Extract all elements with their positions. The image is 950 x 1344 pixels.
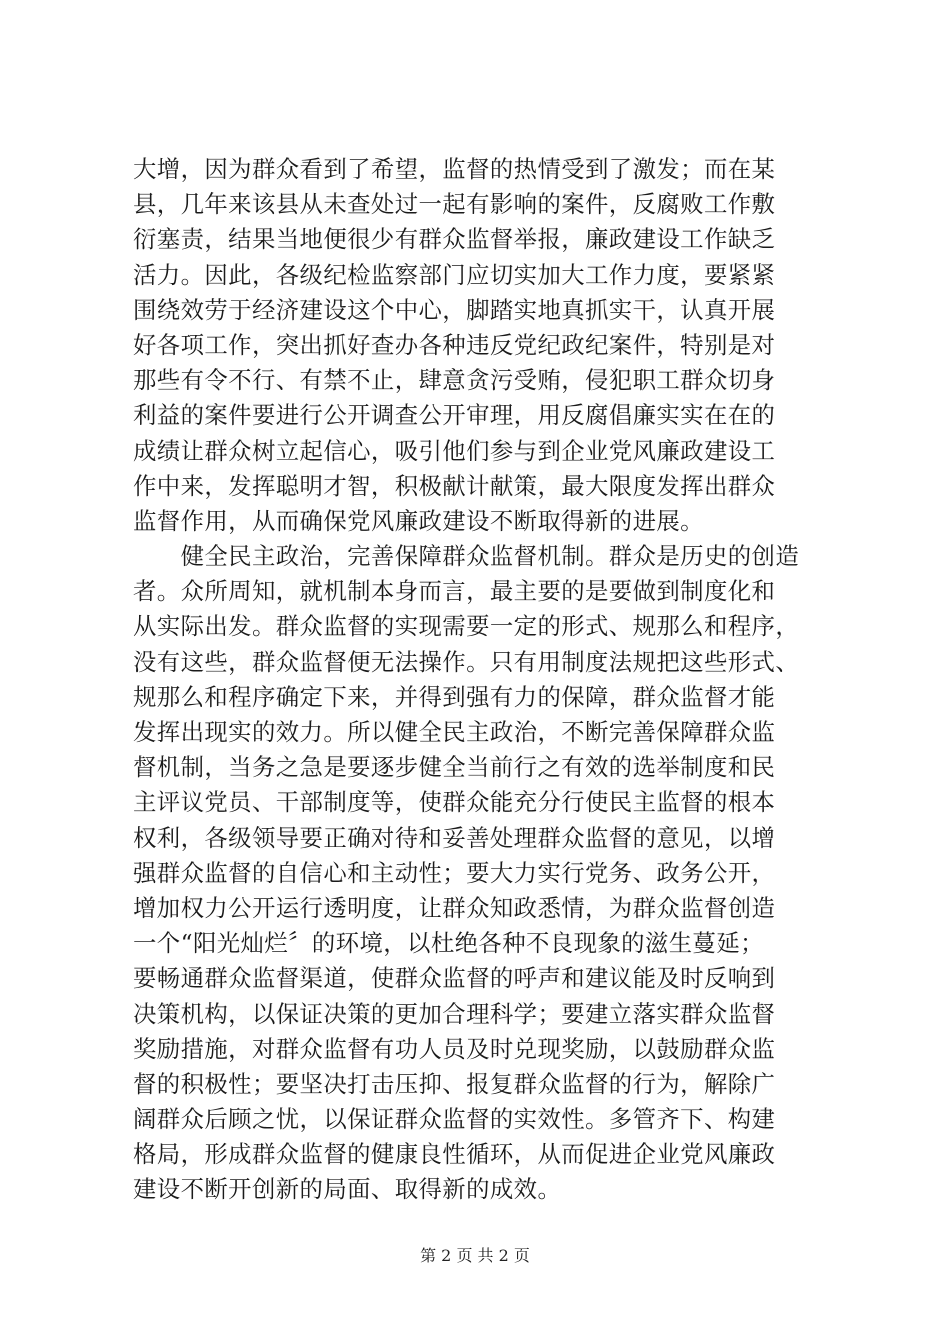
text-line: 者。众所周知，就机制本身而言，最主要的是要做到制度化和: [133, 577, 776, 606]
text-line: 利益的案件要进行公开调查公开审理，用反腐倡廉实实在在的: [133, 401, 776, 430]
text-line: 强群众监督的自信心和主动性；要大力实行党务、政务公开，: [133, 858, 776, 887]
body-text: [133, 152, 838, 1208]
text-line: 督的积极性；要坚决打击压抑、报复群众监督的行为，解除广: [133, 1069, 776, 1098]
text-line: 大增，因为群众看到了希望，监督的热情受到了激发；而在某: [133, 155, 776, 183]
text-line: 作中来，发挥聪明才智，积极献计献策，最大限度发挥出群众: [133, 471, 776, 500]
text-line: 要畅通群众监督渠道，使群众监督的呼声和建议能及时反响到: [133, 964, 776, 993]
text-line: 从实际出发。群众监督的实现需要一定的形式、规那么和程序，: [133, 612, 800, 641]
text-line: 督机制，当务之急是要逐步健全当前行之有效的选举制度和民: [133, 753, 776, 782]
text-line: 成绩让群众树立起信心，吸引他们参与到企业党风廉政建设工: [133, 436, 776, 465]
text-line: 县，几年来该县从未查处过一起有影响的案件，反腐败工作敷: [133, 190, 776, 219]
text-line: 建设不断开创新的局面、取得新的成效。: [133, 1175, 562, 1204]
text-line: 发挥出现实的效力。所以健全民主政治，不断完善保障群众监: [133, 718, 776, 746]
text-line: 活力。因此，各级纪检监察部门应切实加大工作力度，要紧紧: [133, 260, 776, 289]
text-line: 没有这些，群众监督便无法操作。只有用制度法规把这些形式、: [133, 647, 800, 676]
text-line: 规那么和程序确定下来，并得到强有力的保障，群众监督才能: [133, 682, 776, 711]
text-line: 衍塞责，结果当地便很少有群众监督举报，廉政建设工作缺乏: [133, 225, 776, 254]
text-line: 奖励措施，对群众监督有功人员及时兑现奖励，以鼓励群众监: [133, 1034, 776, 1063]
text-line: 那些有令不行、有禁不止，肆意贪污受贿，侵犯职工群众切身: [133, 366, 776, 395]
text-line: 格局，形成群众监督的健康良性循环，从而促进企业党风廉政: [133, 1140, 776, 1169]
text-line: 一个“阳光灿烂〞的环境，以杜绝各种不良现象的滋生蔓延；: [133, 929, 764, 958]
text-line: 好各项工作，突出抓好查办各种违反党纪政纪案件，特别是对: [133, 330, 776, 359]
page-footer: 第 2 页 共 2 页: [420, 1246, 530, 1265]
text-line: 监督作用，从而确保党风廉政建设不断取得新的进展。: [133, 506, 704, 535]
text-line: 决策机构，以保证决策的更加合理科学；要建立落实群众监督: [133, 999, 776, 1028]
text-line: 增加权力公开运行透明度，让群众知政悉情，为群众监督创造: [133, 893, 776, 922]
text-line: 主评议党员、干部制度等，使群众能充分行使民主监督的根本: [133, 788, 776, 817]
text-line: 围绕效劳于经济建设这个中心，脚踏实地真抓实干，认真开展: [133, 295, 776, 324]
text-line: 阔群众后顾之忧，以保证群众监督的实效性。多管齐下、构建: [133, 1105, 776, 1134]
text-line: 健全民主政治，完善保障群众监督机制。群众是历史的创造: [133, 542, 800, 571]
text-line: 权利，各级领导要正确对待和妥善处理群众监督的意见，以增: [133, 823, 776, 852]
